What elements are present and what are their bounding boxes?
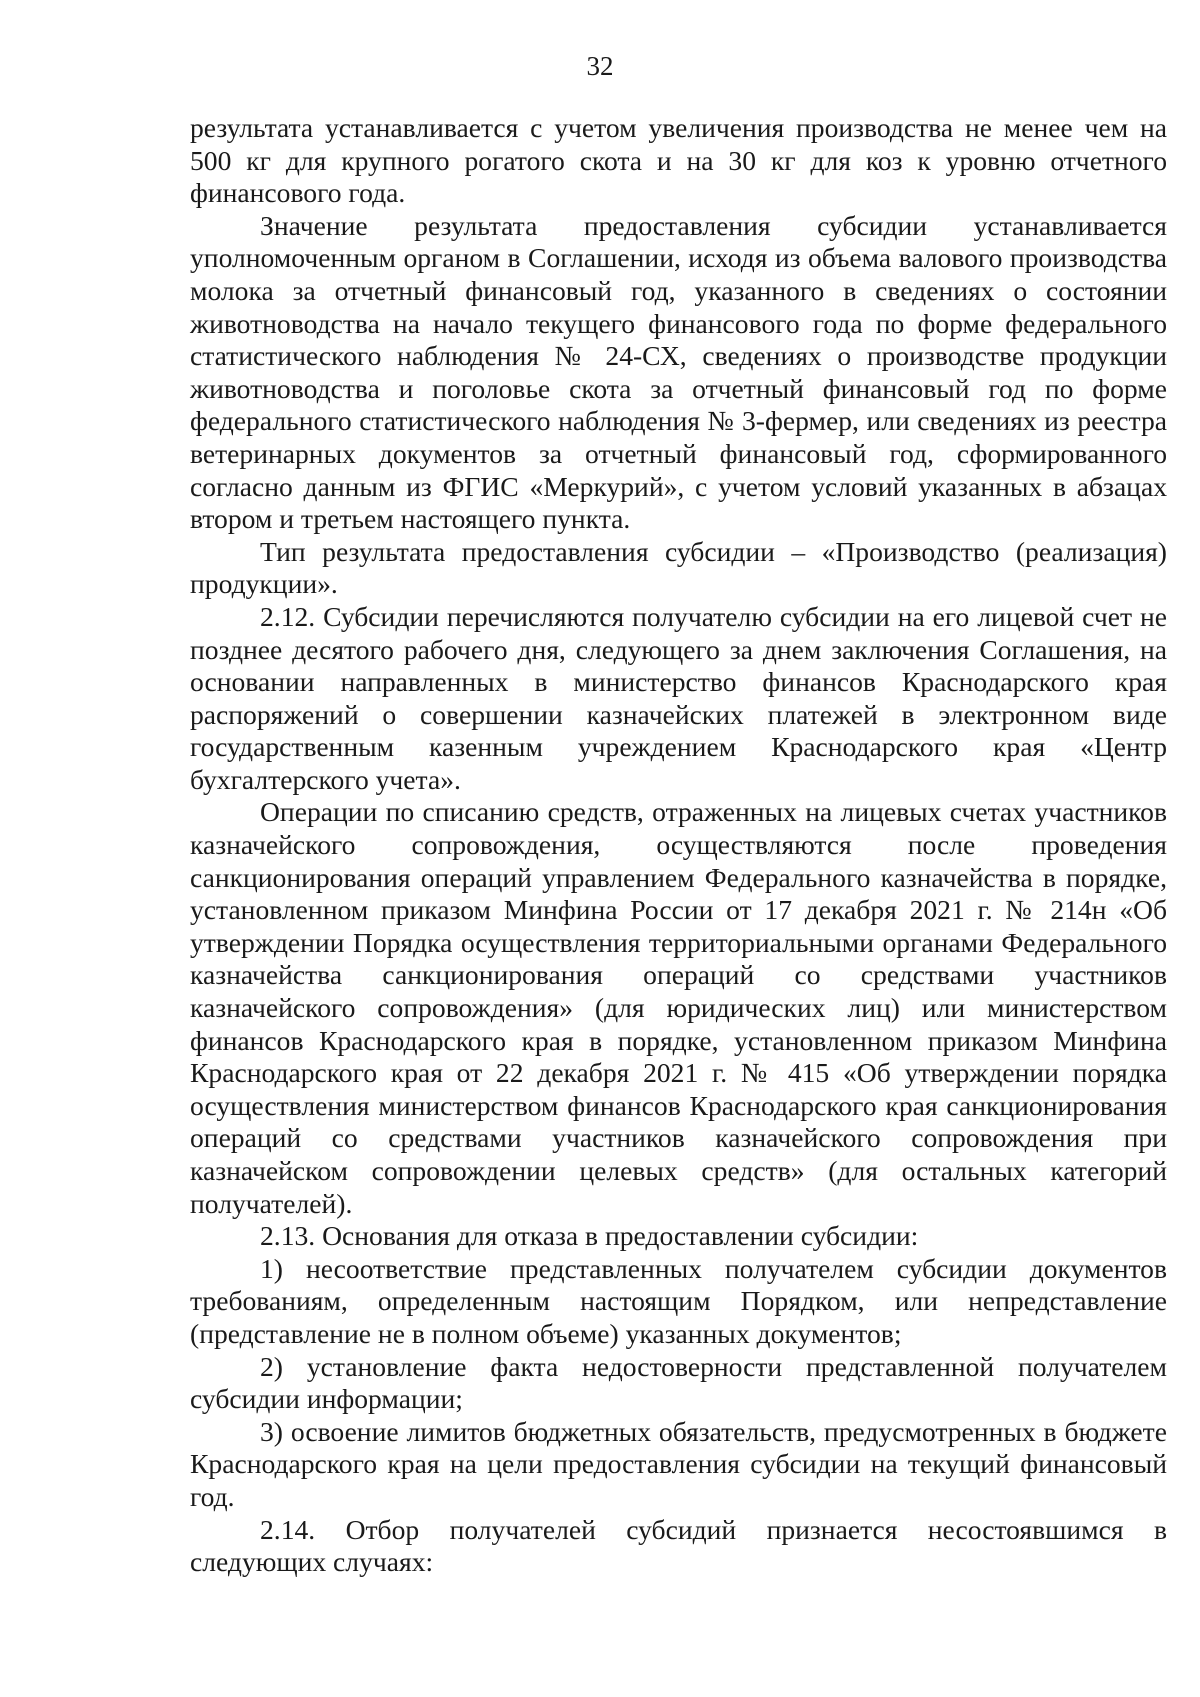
paragraph-2-12: 2.12. Субсидии перечисляются получателю субсидии на его лицевой счет не позднее десятого рабочего дня, следующего за днем заключения Соглашения, на основании направленных в министерство финансов Краснодарского края распоряжений о совершении казначейских платежей в электронном виде государственным казенным учреждением Краснодарского края «Центр бухгалтерского учета». — [190, 600, 1167, 795]
paragraph-result-type: Тип результата предоставления субсидии – «Производство (реализация) продукции». — [190, 535, 1167, 600]
page-number: 32 — [586, 51, 614, 81]
paragraph-operations: Операции по списанию средств, отраженных на лицевых счетах участников казначейского сопровождения, осуществляются после проведения санкционирования операций управлением Федерального казначейства в порядке, установленном приказом Минфина России от 17 декабря 2021 г. № 214н «Об утверждении Порядка осуществления территориальными органами Федерального казначейства санкционирования операций со средствами участников казначейского сопровождения» (для юридических лиц) или министерством финансов Краснодарского края в порядке, установленном приказом Минфина Краснодарского края от 22 декабря 2021 г. № 415 «Об утверждении порядка осуществления министерством финансов Краснодарского края санкционирования операций со средствами участников казначейского сопровождения при казначейском сопровождении целевых средств» (для остальных категорий получателей). — [190, 796, 1167, 1219]
paragraph-result-value: Значение результата предоставления субсидии устанавливается уполномоченным органом в Соглашении, исходя из объема валового производства молока за отчетный финансовый год, указанного в сведениях о состоянии животноводства на начало текущего финансового года по форме федерального статистического наблюдения № 24-СХ, сведениях о производстве продукции животноводства и поголовье скота за отчетный финансовый год по форме федерального статистического наблюдения № 3-фермер, или сведениях из реестра ветеринарных документов за отчетный финансовый год, сформированного согласно данным из ФГИС «Меркурий», с учетом условий указанных в абзацах втором и третьем настоящего пункта. — [190, 209, 1167, 535]
paragraph-result-continuation: результата устанавливается с учетом увеличения производства не менее чем на 500 кг для крупного рогатого скота и на 30 кг для коз к уровню отчетного финансового года. — [190, 112, 1167, 209]
paragraph-2-13-item-1: 1) несоответствие представленных получателем субсидии документов требованиям, определенным настоящим Порядком, или непредставление (представление не в полном объеме) указанных документов; — [190, 1252, 1167, 1349]
paragraph-2-13-item-3: 3) освоение лимитов бюджетных обязательств, предусмотренных в бюджете Краснодарского края на цели предоставления субсидии на текущий финансовый год. — [190, 1415, 1167, 1512]
paragraph-2-13: 2.13. Основания для отказа в предоставлении субсидии: — [260, 1220, 919, 1252]
document-body — [190, 112, 1167, 1579]
paragraph-2-13-item-2: 2) установление факта недостоверности представленной получателем субсидии информации; — [190, 1350, 1167, 1415]
paragraph-2-14: 2.14. Отбор получателей субсидий признается несостоявшимся в следующих случаях: — [190, 1513, 1167, 1578]
